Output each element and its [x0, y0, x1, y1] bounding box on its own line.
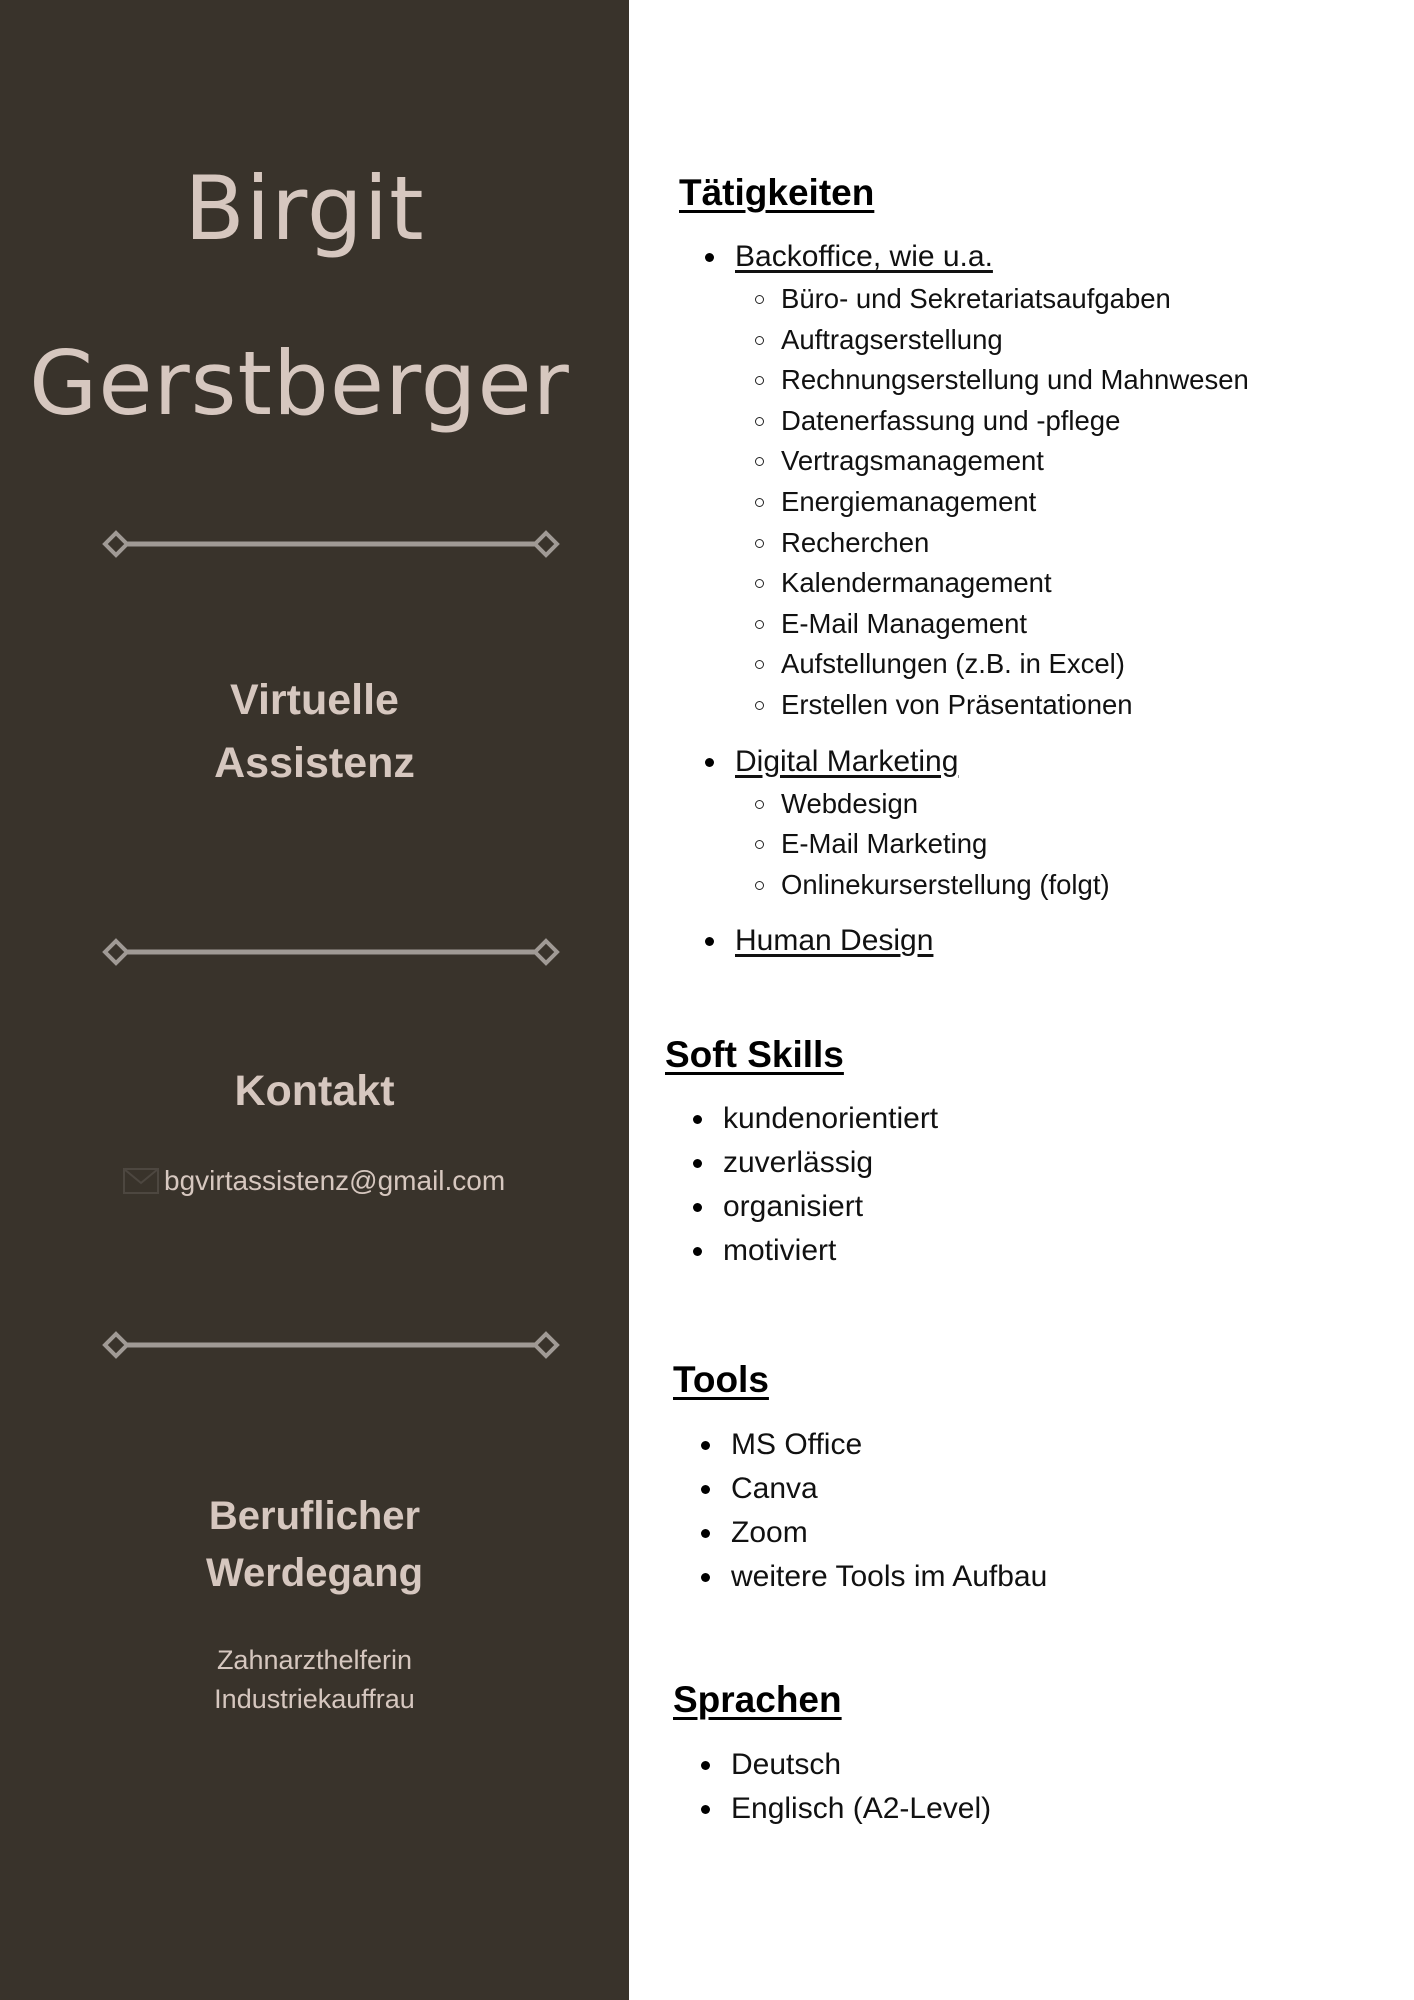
list-item: Auftragserstellung: [735, 320, 1249, 361]
list-item: Büro- und Sekretariatsaufgaben: [735, 279, 1249, 320]
sidebar: [0, 0, 629, 2000]
list-item: Rechnungserstellung und Mahnwesen: [735, 360, 1249, 401]
career-item: Zahnarzthelferin: [216, 1645, 413, 1675]
activity-category: [705, 235, 1249, 726]
list-item: E-Mail Marketing: [735, 824, 1249, 865]
list-item: Kalendermanagement: [735, 563, 1249, 604]
list-item: Webdesign: [735, 784, 1249, 825]
contact-heading: Kontakt: [234, 1067, 395, 1115]
languages-list: [701, 1743, 991, 1831]
email-address[interactable]: bgvirtassistenz@gmail.com: [164, 1165, 506, 1196]
category-label: Digital Marketing: [735, 744, 959, 778]
list-item: Erstellen von Präsentationen: [735, 685, 1249, 726]
list-item: Energiemanagement: [735, 482, 1249, 523]
soft-skills-title: Soft Skills: [665, 1034, 844, 1075]
list-item: motiviert: [693, 1229, 938, 1273]
contact-email[interactable]: [122, 1163, 505, 1199]
category-label: Human Design: [735, 924, 934, 958]
list-item: Vertragsmanagement: [735, 441, 1249, 482]
languages-title: Sprachen: [673, 1679, 842, 1720]
list-item: Onlinekurserstellung (folgt): [735, 865, 1249, 906]
career-heading-line-2: Werdegang: [205, 1551, 424, 1595]
list-item: Englisch (A2-Level): [701, 1787, 991, 1831]
first-name: Birgit: [184, 157, 425, 260]
list-item: MS Office: [701, 1423, 1047, 1467]
envelope-icon: [122, 1166, 162, 1196]
list-item: weitere Tools im Aufbau: [701, 1555, 1047, 1599]
list-item: Recherchen: [735, 523, 1249, 564]
activities-title: Tätigkeiten: [679, 172, 875, 213]
subitem-list: [735, 784, 1249, 906]
divider-ornament: [100, 1330, 562, 1360]
career-item: Industriekauffrau: [214, 1684, 415, 1714]
activity-category: [705, 919, 1249, 963]
activities-list: [705, 235, 1249, 963]
list-item: kundenorientiert: [693, 1097, 938, 1141]
role-line-2: Assistenz: [214, 739, 415, 787]
list-item: Datenerfassung und -pflege: [735, 401, 1249, 442]
list-item: Canva: [701, 1467, 1047, 1511]
list-item: Deutsch: [701, 1743, 991, 1787]
category-label: Backoffice, wie u.a.: [735, 240, 993, 273]
list-item: Aufstellungen (z.B. in Excel): [735, 644, 1249, 685]
list-item: zuverlässig: [693, 1141, 938, 1185]
last-name: Gerstberger: [29, 332, 570, 435]
divider-ornament: [100, 937, 562, 967]
divider-ornament: [100, 529, 562, 559]
soft-skills-list: [693, 1097, 938, 1273]
tools-title: Tools: [673, 1359, 769, 1400]
main-content: [629, 0, 1414, 2000]
career-heading-line-1: Beruflicher: [208, 1494, 421, 1538]
list-item: Zoom: [701, 1511, 1047, 1555]
tools-list: [701, 1423, 1047, 1599]
subitem-list: [735, 279, 1249, 726]
activity-category: [705, 740, 1249, 906]
list-item: organisiert: [693, 1185, 938, 1229]
role-line-1: Virtuelle: [230, 676, 399, 724]
list-item: E-Mail Management: [735, 604, 1249, 645]
